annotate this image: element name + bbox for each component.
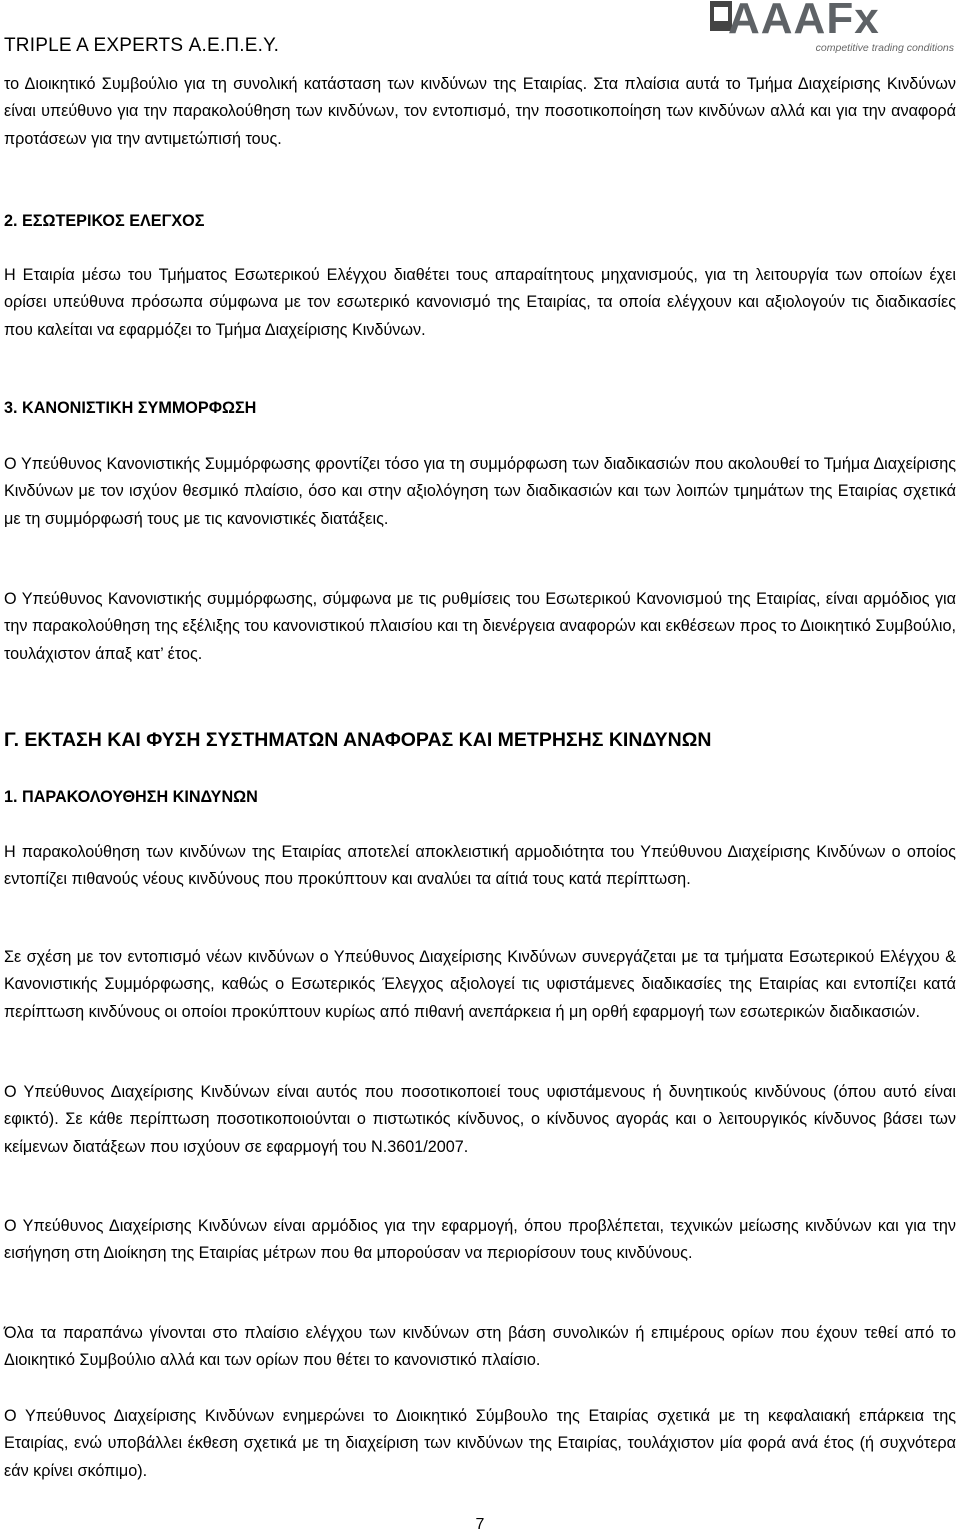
subsection-1-paragraph-1: Η παρακολούθηση των κινδύνων της Εταιρίας αποτελεί αποκλειστική αρμοδιότητα του Υπεύθυνου Διαχείρισης Κινδύνων ο οποίος εντοπίζει πιθανούς νέους κινδύνους που προκύπτουν και αναλύει τα αίτιά τους κατά περίπτωση. — [4, 843, 956, 889]
logo-text: AAAFx — [728, 0, 880, 43]
section-2-heading: 2. ΕΣΩΤΕΡΙΚΟΣ ΕΛΕΓΧΟΣ — [4, 212, 205, 230]
page-number: 7 — [475, 1516, 485, 1533]
intro-paragraph: το Διοικητικό Συμβούλιο για τη συνολική κατάσταση των κινδύνων της Εταιρίας. Στα πλαίσια αυτά το Τμήμα Διαχείρισης Κινδύνων είναι υπεύθυνο για την παρακολούθηση των κινδύνων, τον εντοπισμό, την ποσοτικοποίηση των κινδύνων αλλά και για την αναφορά προτάσεων για την αντιμετώπισή τους. — [4, 75, 956, 148]
company-logo — [706, 0, 960, 54]
subsection-1-paragraph-6: Ο Υπεύθυνος Διαχείρισης Κινδύνων ενημερώνει το Διοικητικό Σύμβουλο της Εταιρίας σχετικά με τη κεφαλαιακή επάρκεια της Εταιρίας, ενώ υποβάλλει έκθεση σχετικά με τη διαχείριση των κινδύνων της Εταιρίας, τουλάχιστον μία φορά ανά έτος (ή συχνότερα εάν κρίνει σκόπιμο). — [4, 1407, 956, 1480]
section-3-paragraph-1: Ο Υπεύθυνος Κανονιστικής Συμμόρφωσης φροντίζει τόσο για τη συμμόρφωση των διαδικασιών που ακολουθεί το Τμήμα Διαχείρισης Κινδύνων με τον ισχύον θεσμικό πλαίσιο, όσο και στην αξιολόγηση των διαδικασιών και των λοιπών τμημάτων της Εταιρίας σχετικά με τη συμμόρφωσή τους με τις κανονιστικές διατάξεις. — [4, 455, 956, 528]
subsection-1-paragraph-2: Σε σχέση με τον εντοπισμό νέων κινδύνων ο Υπεύθυνος Διαχείρισης Κινδύνων συνεργάζεται με τα τμήματα Εσωτερικού Ελέγχου & Κανονιστικής Συμμόρφωσης, καθώς ο Εσωτερικός Έλεγχος αξιολογεί τις υφιστάμενες διαδικασίες της Εταιρίας και εντοπίζει κατά περίπτωση κινδύνους οι οποίοι προκύπτουν κυρίως από πιθανή ανεπάρκεια ή μη ορθή εφαρμογή των εσωτερικών διαδικασιών. — [4, 948, 956, 1021]
subsection-1-paragraph-3: Ο Υπεύθυνος Διαχείρισης Κινδύνων είναι αυτός που ποσοτικοποιεί τους υφιστάμενους ή δυνητικούς κινδύνους (όπου αυτό είναι εφικτό). Σε κάθε περίπτωση ποσοτικοποιούνται ο πιστωτικός κίνδυνος, ο κίνδυνος αγοράς και ο λειτουργικός κίνδυνος βάσει των κείμενων διατάξεων που ισχύουν σε εφαρμογή του Ν.3601/2007. — [4, 1083, 956, 1156]
section-2-paragraph: Η Εταιρία μέσω του Τμήματος Εσωτερικού Ελέγχου διαθέτει τους απαραίτητους μηχανισμούς, για τη λειτουργία των οποίων έχει ορίσει υπεύθυνα πρόσωπα σύμφωνα με τον εσωτερικό κανονισμό της Εταιρίας, τα οποία ελέγχουν και αξιολογούν τις διαδικασίες που καλείται να εφαρμόζει το Τμήμα Διαχείρισης Κινδύνων. — [4, 266, 956, 339]
subsection-1-paragraph-4: Ο Υπεύθυνος Διαχείρισης Κινδύνων είναι αρμόδιος για την εφαρμογή, όπου προβλέπεται, τεχνικών μείωσης κινδύνων και για την εισήγηση στη Διοίκηση της Εταιρίας μέτρων που θα μπορούσαν να περιορίσουν τους κινδύνους. — [4, 1217, 956, 1263]
section-3-paragraph-2: Ο Υπεύθυνος Κανονιστικής συμμόρφωσης, σύμφωνα με τις ρυθμίσεις του Εσωτερικού Κανονισμού της Εταιρίας, είναι αρμόδιος για την παρακολούθηση της εξέλιξης του κανονιστικού πλαισίου και τη διενέργεια αναφορών και εκθέσεων προς το Διοικητικό Συμβούλιο, τουλάχιστον άπαξ κατ’ έτος. — [4, 590, 956, 663]
subsection-1-heading: 1. ΠΑΡΑΚΟΛΟΥΘΗΣΗ ΚΙΝΔΥΝΩΝ — [4, 788, 258, 806]
section-g-heading: Γ. ΕΚΤΑΣΗ ΚΑΙ ΦΥΣΗ ΣΥΣΤΗΜΑΤΩΝ ΑΝΑΦΟΡΑΣ ΚΑΙ ΜΕΤΡΗΣΗΣ ΚΙΝΔΥΝΩΝ — [4, 729, 712, 751]
logo-tagline: competitive trading conditions — [815, 42, 954, 54]
subsection-1-paragraph-5: Όλα τα παραπάνω γίνονται στο πλαίσιο ελέγχου των κινδύνων στη βάση συνολικών ή επιμέρους ορίων που έχουν τεθεί από το Διοικητικό Συμβούλιο αλλά και των ορίων που θέτει το κανονιστικό πλαίσιο. — [4, 1324, 956, 1370]
company-header: TRIPLE A EXPERTS Α.Ε.Π.Ε.Υ. — [4, 35, 280, 56]
section-3-heading: 3. ΚΑΝΟΝΙΣΤΙΚΗ ΣΥΜΜΟΡΦΩΣΗ — [4, 399, 257, 417]
